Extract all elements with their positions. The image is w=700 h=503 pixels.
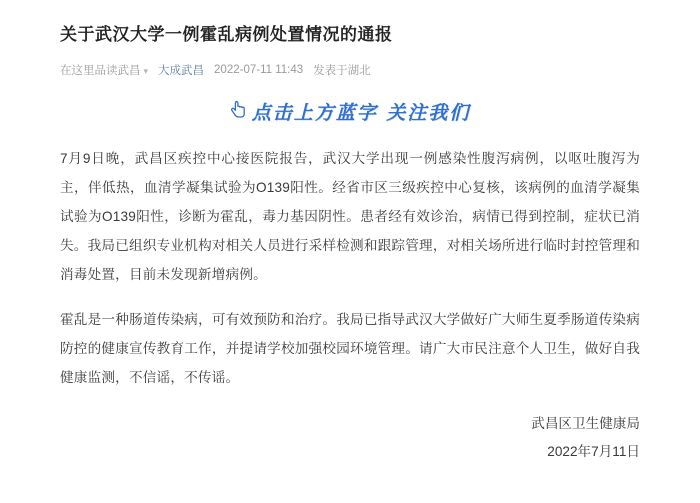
paragraph-1: 7月9日晚，武昌区疾控中心接医院报告，武汉大学出现一例感染性腹泻病例，以呕吐腹泻为主，伴低热，血清学凝集试验为O139阳性。经省市区三级疾控中心复核，该病例的血清学凝集试验为O139阳性，诊断为霍乱，毒力基因阴性。患者经有效诊治，病情已得到控制，症状已消失。我局已组织专业机构对相关人员进行采样检测和跟踪管理，对相关场所进行临时封控管理和消毒处置，目前未发现新增病例。 [60,151,640,282]
follow-banner-inner [230,98,471,125]
signature-date: 2022年7月11日 [547,444,640,459]
meta-location: 发表于湖北 [313,65,371,77]
signature-block [60,410,640,466]
meta-source-label: 在这里品读武昌 [60,65,141,77]
meta-timestamp: 2022-07-11 11:43 [214,64,304,76]
article-meta [60,62,640,78]
meta-source[interactable] [60,62,148,78]
chevron-down-icon: ▾ [143,65,149,76]
follow-banner[interactable] [60,84,640,138]
page-title: 关于武汉大学一例霍乱病例处置情况的通报 [60,25,393,44]
pointing-hand-icon [230,100,246,122]
signature-org: 武昌区卫生健康局 [531,416,640,431]
meta-account[interactable]: 大成武昌 [158,65,205,77]
follow-banner-text: 点击上方蓝字 关注我们 [251,101,471,124]
paragraph-2: 霍乱是一种肠道传染病，可有效预防和治疗。我局已指导武汉大学做好广大师生夏季肠道传染病防控的健康宣传教育工作，并提请学校加强校园环境管理。请广大市民注意个人卫生，做好自我健康监测，不信谣，不传谣。 [60,312,640,385]
article-body [60,144,640,392]
